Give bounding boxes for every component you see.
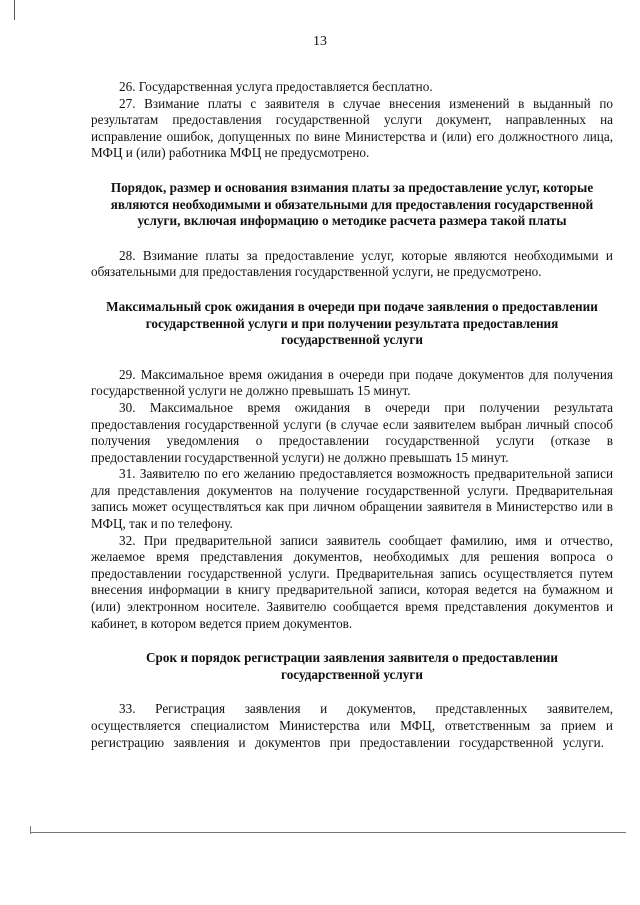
paragraph-26: 26. Государственная услуга предоставляется бесплатно. bbox=[119, 79, 433, 94]
paragraph-27: 27. Взимание платы с заявителя в случае внесения изменений в выданный по результатам предоставления государственной услуги документ, направленных на исправление ошибок, допущенных по вине Министерства и (или) его должностного лица, МФЦ и (или) работника МФЦ не предусмотрено. bbox=[91, 95, 613, 161]
scan-edge-mark bbox=[14, 0, 19, 20]
paragraph-33: 33. Регистрация заявления и документов, представленных заявителем, осуществляется специалистом Министерства или МФЦ, ответственным за прием и регистрацию заявления и документов при предоставлении государственной услуги. bbox=[91, 701, 613, 750]
heading-registration: Срок и порядок регистрации заявления заявителя о предоставлении государственной услуги bbox=[146, 650, 558, 682]
document-body bbox=[91, 79, 613, 751]
scan-edge-corner bbox=[30, 826, 31, 834]
paragraph-32: 32. При предварительной записи заявитель сообщает фамилию, имя и отчество, желаемое время представления документов, необходимых для решения вопроса о предоставлении государственной услуги. Предварительная запись осуществляется путем внесения информации в книгу предварительной записи, которая ведется на бумажном и (или) электронном носителе. Заявителю сообщается время представления документов и кабинет, в котором ведется прием документов. bbox=[91, 532, 613, 631]
paragraph-30: 30. Максимальное время ожидания в очереди при получении результата предоставления государственной услуги (в случае если заявителем выбран личный способ получения уведомления о предоставлении государственной услуги (отказе в предоставлении государственной услуги) не должно превышать 15 минут. bbox=[91, 399, 613, 465]
paragraph-28: 28. Взимание платы за предоставление услуг, которые являются необходимыми и обязательными для предоставления государственной услуги, не предусмотрено. bbox=[91, 247, 613, 280]
paragraph-29: 29. Максимальное время ожидания в очереди при подаче документов для получения государственной услуги не должно превышать 15 минут. bbox=[91, 366, 613, 399]
paragraph-31: 31. Заявителю по его желанию предоставляется возможность предварительной записи для представления документов на получение государственной услуги. Предварительная запись может осуществляться как при личном обращении заявителя в Министерство или в МФЦ, так и по телефону. bbox=[91, 466, 613, 532]
heading-fee-procedure: Порядок, размер и основания взимания платы за предоставление услуг, которые являются необходимыми и обязательными для предоставления государственной услуги, включая информацию о методике расчета размера такой платы bbox=[110, 179, 594, 229]
page-number: 13 bbox=[313, 34, 327, 49]
heading-queue-time: Максимальный срок ожидания в очереди при подаче заявления о предоставлении государственной услуги и при получении результата предоставления государственной услуги bbox=[106, 298, 598, 348]
scan-edge-line bbox=[30, 832, 626, 833]
